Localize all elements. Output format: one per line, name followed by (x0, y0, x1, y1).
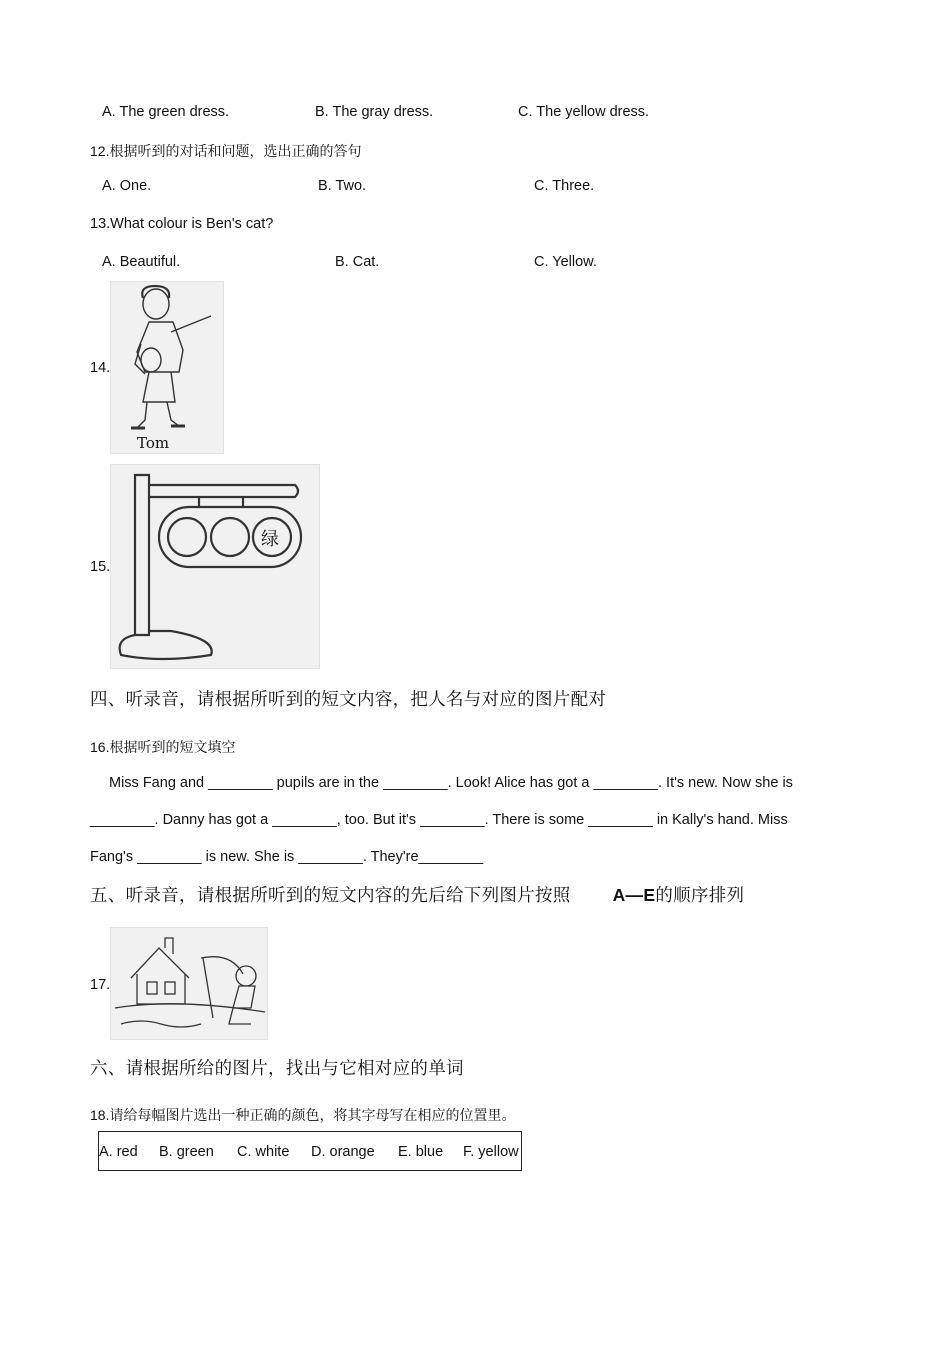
q13-option-a: A. Beautiful. (102, 254, 181, 270)
green-light-label: 绿 (261, 529, 279, 550)
section-5-title (90, 882, 744, 907)
q11-option-b: B. The gray dress. (315, 104, 434, 120)
section-5-title-before: 五、听录音，请根据所听到的短文内容的先后给下列图片按照 (90, 886, 571, 906)
fishing-boy-picture (110, 927, 268, 1040)
section-5-title-range: A—E (612, 885, 656, 905)
q14-number: 14. (90, 360, 111, 376)
color-choices-box (98, 1131, 522, 1171)
q11-option-a: A. The green dress. (102, 104, 230, 120)
boy-tom-picture (110, 281, 224, 454)
section-6-title: 六、请根据所给的图片，找出与它相对应的单词 (90, 1059, 464, 1079)
color-choice-a: A. red (99, 1144, 138, 1160)
color-choice-d: D. orange (311, 1144, 375, 1160)
q13-option-c: C. Yellow. (534, 254, 597, 270)
section-4-title: 四、听录音，请根据所听到的短文内容，把人名与对应的图片配对 (90, 690, 607, 710)
q12-option-b: B. Two. (318, 178, 367, 194)
q16-line-3: Fang's ________ is new. She is ________. They're________ (90, 849, 484, 865)
color-choice-c: C. white (237, 1144, 290, 1160)
section-5-title-after: 的顺序排列 (655, 886, 745, 906)
q16-line-2: ________. Danny has got a ________, too. But it's ________. There is some ________ in Kally's hand. Miss (90, 812, 788, 828)
q17-number: 17. (90, 977, 111, 993)
q13-prompt: 13.What colour is Ben's cat? (90, 216, 274, 232)
q12-option-c: C. Three. (534, 178, 595, 194)
traffic-light-picture (110, 464, 320, 669)
q11-option-c: C. The yellow dress. (518, 104, 650, 120)
q16-line-1: Miss Fang and ________ pupils are in the ________. Look! Alice has got a ________. It's new. Now she is (109, 775, 793, 791)
color-choice-f: F. yellow (463, 1144, 519, 1160)
color-choice-b: B. green (159, 1144, 214, 1160)
q12-prompt: 12.根据听到的对话和问题，选出正确的答句 (90, 143, 362, 159)
fishing-boy-illustration (111, 928, 267, 1039)
q13-option-b: B. Cat. (335, 254, 380, 270)
q12-option-a: A. One. (102, 178, 152, 194)
boy-illustration (111, 282, 223, 453)
q18-prompt: 18.请给每幅图片选出一种正确的颜色，将其字母写在相应的位置里。 (90, 1107, 516, 1123)
color-choice-e: E. blue (398, 1144, 444, 1160)
q15-number: 15. (90, 559, 111, 575)
q16-prompt: 16.根据听到的短文填空 (90, 739, 236, 755)
traffic-light-illustration (111, 465, 319, 668)
tom-caption: Tom (137, 434, 170, 452)
